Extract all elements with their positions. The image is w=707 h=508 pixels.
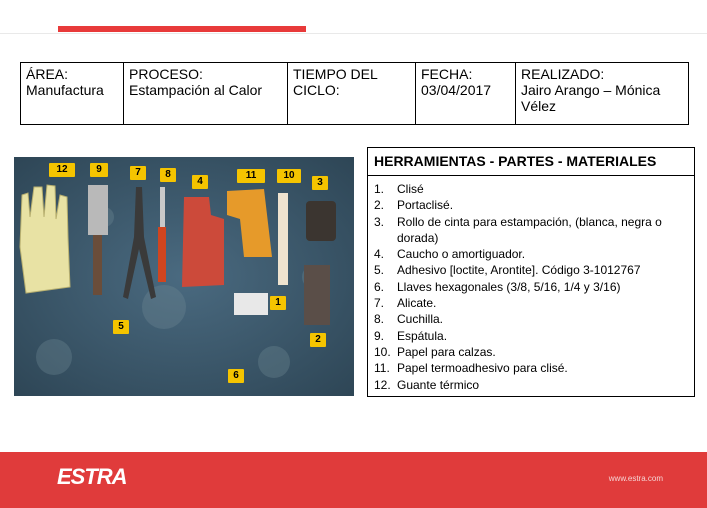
tool-item [374,344,690,360]
footer-website: www.estra.com [608,474,663,483]
photo-tag-5: 5 [113,320,129,334]
tool-item-text: Clisé [397,182,424,196]
photo-tag-9: 9 [90,163,108,177]
process-label: PROCESO: [129,66,203,82]
tape-roll-shape [306,201,336,241]
tool-item-number: 7. [374,296,385,311]
tool-item-number: 6. [374,279,385,294]
photo-tag-3: 3 [312,176,328,190]
tool-item [374,197,690,213]
cliche-holder-shape [304,265,330,325]
area-label: ÁREA: [26,66,69,82]
tool-item [374,360,690,376]
tool-item [374,328,690,344]
tool-item-text: Guante térmico [397,377,480,392]
tool-item [374,181,690,197]
date-label: FECHA: [421,66,473,82]
top-accent-bar [58,26,306,32]
date-value: 03/04/2017 [421,82,492,98]
tool-item [374,214,690,247]
tool-item-text: Rollo de cinta para estampación, (blanca, negra o dorada) [397,214,662,245]
tool-item-number: 8. [374,312,385,327]
tool-item-number: 12. [374,377,391,392]
tools-photo-illustration [14,157,354,396]
tool-item [374,295,690,311]
footer-bar [0,452,707,508]
photo-tag-7: 7 [130,166,146,180]
made-by-label: REALIZADO: [521,66,605,82]
tool-item [374,377,690,393]
photo-tag-12: 12 [49,163,75,177]
shim-paper-shape [278,193,288,285]
tool-item-number: 1. [374,182,385,196]
photo-tag-6: 6 [228,369,244,383]
tools-list [368,176,694,393]
photo-tag-2: 2 [310,333,326,347]
cliche-plate-shape [234,293,268,315]
tool-item-text: Llaves hexagonales (3/8, 5/16, 1/4 y 3/16) [397,279,621,294]
tool-item-number: 10. [374,344,391,359]
made-by-cell [516,63,689,125]
photo-tag-8: 8 [160,168,176,182]
tool-item-number: 9. [374,328,385,343]
spatula-blade [88,185,108,235]
tool-item-text: Portaclisé. [397,198,454,213]
tool-item-text: Cuchilla. [397,312,444,327]
tool-item-number: 2. [374,198,385,213]
process-value: Estampación al Calor [129,82,263,98]
tool-item-number: 5. [374,263,385,278]
tools-panel [367,147,695,397]
photo-tag-1: 1 [270,296,286,310]
tool-item-text: Caucho o amortiguador. [397,247,526,262]
cutter-handle [158,227,166,282]
tool-item [374,246,690,262]
tool-item-text: Espátula. [397,328,448,343]
spatula-handle [93,235,102,295]
tool-item [374,311,690,327]
area-value: Manufactura [26,82,104,98]
photo-tag-4: 4 [192,175,208,189]
tool-item [374,279,690,295]
area-cell [21,63,124,125]
date-cell [416,63,516,125]
glove-shape [20,185,70,293]
cycle-cell [288,63,416,125]
tool-item-number: 11. [374,361,390,376]
tools-photo [14,157,354,396]
cutter-blade [160,187,165,227]
top-divider [0,33,707,34]
tool-item-text: Papel para calzas. [397,344,496,359]
made-by-value: Jairo Arango – Mónica Vélez [521,82,661,114]
tool-item [374,262,690,278]
cycle-label: TIEMPO DEL CICLO: [293,66,378,98]
photo-tag-11: 11 [237,169,265,183]
tool-item-text: Alicate. [397,296,437,311]
tool-item-number: 3. [374,214,385,229]
process-cell [124,63,288,125]
header-table [20,62,689,125]
tools-title: HERRAMIENTAS - PARTES - MATERIALES [368,148,694,176]
tool-item-text: Papel termoadhesivo para clisé. [397,361,568,376]
estra-logo: ESTRA [57,464,127,489]
photo-tag-10: 10 [277,169,301,183]
tool-item-number: 4. [374,247,385,262]
tool-item-text: Adhesivo [loctite, Arontite]. Código 3-1012767 [397,263,641,278]
